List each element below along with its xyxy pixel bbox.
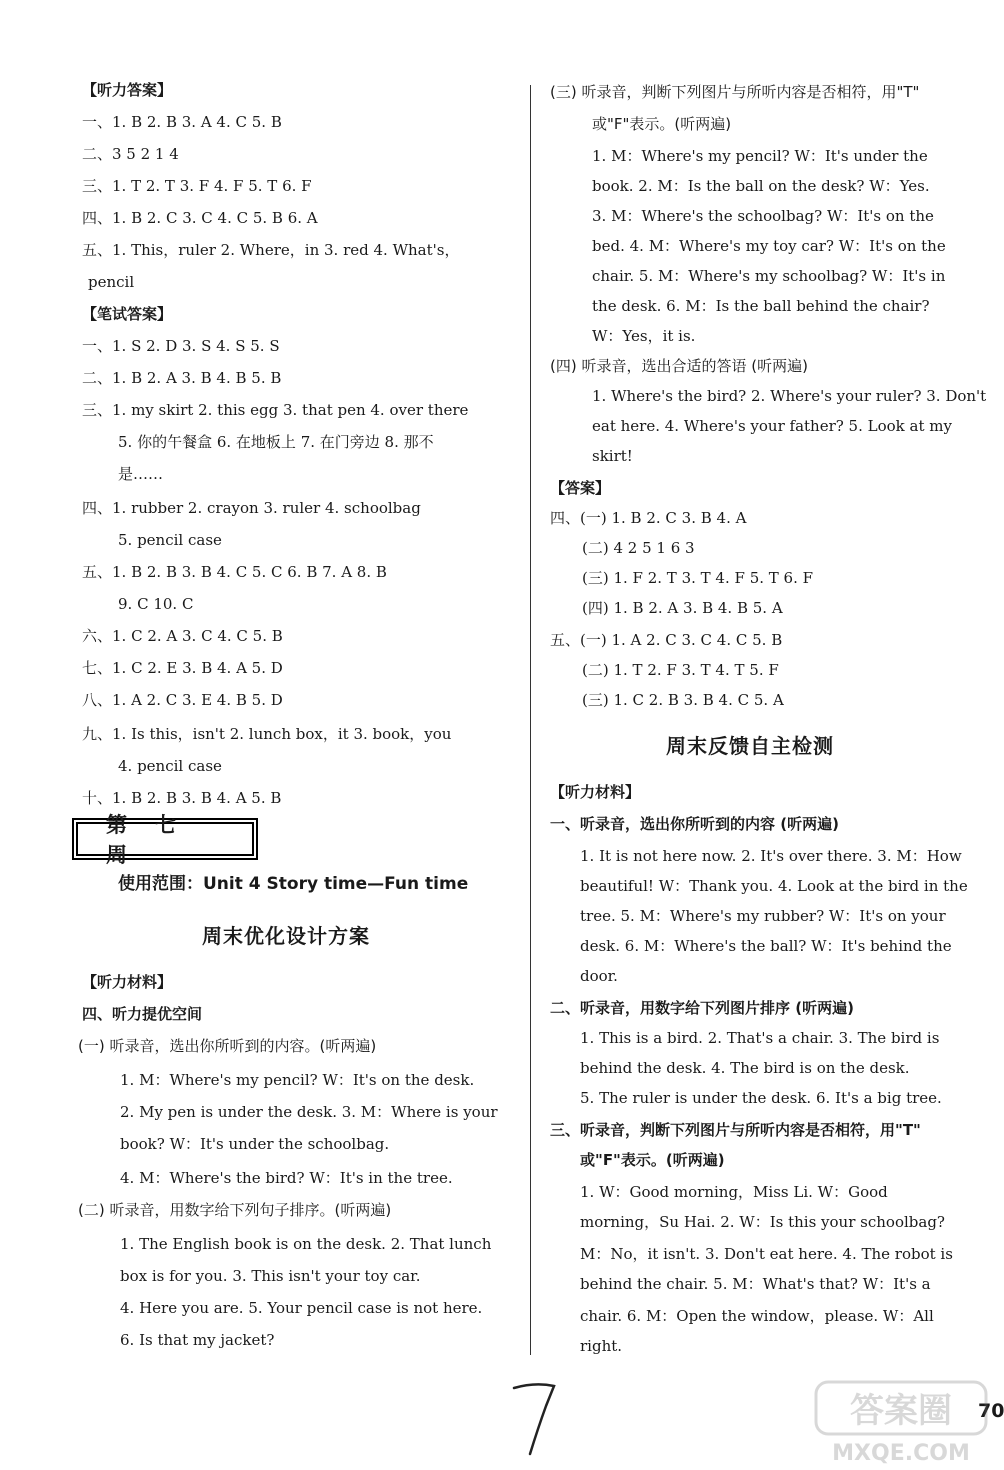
transcript-line: desk. 6. M：Where's the ball? W：It's behind the: [580, 937, 952, 955]
transcript-line: tree. 5. M：Where's my rubber? W：It's on your: [580, 907, 946, 925]
column-divider: [530, 85, 531, 1355]
answer-line: 四、1. rubber 2. crayon 3. ruler 4. schoolbag: [82, 499, 421, 517]
transcript-line: M：No，it isn't. 3. Don't eat here. 4. The robot is: [580, 1245, 953, 1263]
section-label-listening-answers: 【听力答案】: [82, 81, 173, 99]
section-label-listening-material: 【听力材料】: [550, 783, 641, 801]
answer-line: 二、3 5 2 1 4: [82, 145, 179, 163]
transcript-line: 4. Here you are. 5. Your pencil case is not here.: [120, 1299, 483, 1317]
answer-line: 一、1. S 2. D 3. S 4. S 5. S: [82, 337, 280, 355]
transcript-line: 2. My pen is under the desk. 3. M：Where is your: [120, 1103, 498, 1121]
svg-text:MXQE.COM: MXQE.COM: [832, 1441, 970, 1466]
question-instruction: (一) 听录音，选出你所听到的内容。(听两遍): [78, 1037, 377, 1055]
svg-text:答案圈: 答案圈: [850, 1391, 952, 1431]
week-badge: 第七周: [76, 822, 254, 856]
question-instruction: 一、听录音，选出你所听到的内容 (听两遍): [550, 815, 839, 833]
answer-line: 三、1. T 2. T 3. F 4. F 5. T 6. F: [82, 177, 312, 195]
answer-line: 一、1. B 2. B 3. A 4. C 5. B: [82, 113, 282, 131]
transcript-line: book? W：It's under the schoolbag.: [120, 1135, 390, 1153]
answer-line: 六、1. C 2. A 3. C 4. C 5. B: [82, 627, 283, 645]
transcript-line: 1. M：Where's my pencil? W：It's under the: [592, 147, 928, 165]
transcript-line: 3. M：Where's the schoolbag? W：It's on the: [592, 207, 934, 225]
question-instruction: 或"F"表示。(听两遍): [580, 1151, 725, 1169]
transcript-line: 1. This is a bird. 2. That's a chair. 3. The bird is: [580, 1029, 940, 1047]
transcript-line: right.: [580, 1337, 623, 1355]
question-instruction: 或"F"表示。(听两遍): [592, 115, 732, 133]
transcript-line: W：Yes，it is.: [592, 327, 696, 345]
answer-line: 三、1. my skirt 2. this egg 3. that pen 4. over there: [82, 401, 469, 419]
transcript-line: the desk. 6. M：Is the ball behind the chair?: [592, 297, 930, 315]
handwritten-seven-mark: [510, 1378, 560, 1458]
question-instruction: (二) 听录音，用数字给下列句子排序。(听两遍): [78, 1201, 392, 1219]
page-number: 70: [978, 1400, 1004, 1422]
answer-line: 是……: [118, 465, 164, 483]
answer-line: pencil: [88, 273, 135, 291]
question-instruction: (三) 听录音，判断下列图片与所听内容是否相符，用"T": [550, 83, 920, 101]
transcript-line: 1. Where's the bird? 2. Where's your ruler? 3. Don't: [592, 387, 987, 405]
answer-line: (三) 1. F 2. T 3. T 4. F 5. T 6. F: [582, 569, 814, 587]
answer-line: 9. C 10. C: [118, 595, 194, 613]
transcript-line: 6. Is that my jacket?: [120, 1331, 275, 1349]
transcript-line: chair. 5. M：Where's my schoolbag? W：It's in: [592, 267, 946, 285]
answer-line: 七、1. C 2. E 3. B 4. A 5. D: [82, 659, 283, 677]
answer-line: 5. pencil case: [118, 531, 222, 549]
answer-line: 五、(一) 1. A 2. C 3. C 4. C 5. B: [550, 631, 783, 649]
answer-line: 四、(一) 1. B 2. C 3. B 4. A: [550, 509, 747, 527]
transcript-line: 1. W：Good morning，Miss Li. W：Good: [580, 1183, 888, 1201]
transcript-line: bed. 4. M：Where's my toy car? W：It's on the: [592, 237, 946, 255]
answer-line: 五、1. B 2. B 3. B 4. C 5. C 6. B 7. A 8. B: [82, 563, 387, 581]
question-instruction: (四) 听录音，选出合适的答语 (听两遍): [550, 357, 808, 375]
answer-line: 四、1. B 2. C 3. C 4. C 5. B 6. A: [82, 209, 318, 227]
subsection-title: 四、听力提优空间: [82, 1005, 203, 1023]
usage-scope: 使用范围：Unit 4 Story time—Fun time: [118, 874, 469, 894]
answer-line: 二、1. B 2. A 3. B 4. B 5. B: [82, 369, 282, 387]
transcript-line: beautiful! W：Thank you. 4. Look at the bird in the: [580, 877, 968, 895]
section-label-written-answers: 【笔试答案】: [82, 305, 173, 323]
section-heading: 周末优化设计方案: [202, 924, 370, 948]
transcript-line: skirt!: [592, 447, 633, 465]
transcript-line: 4. M：Where's the bird? W：It's in the tree.: [120, 1169, 453, 1187]
transcript-line: 1. The English book is on the desk. 2. That lunch: [120, 1235, 492, 1253]
transcript-line: 1. It is not here now. 2. It's over there. 3. M：How: [580, 847, 962, 865]
answer-line: 八、1. A 2. C 3. E 4. B 5. D: [82, 691, 283, 709]
answer-line: (二) 4 2 5 1 6 3: [582, 539, 695, 557]
answer-line: (三) 1. C 2. B 3. B 4. C 5. A: [582, 691, 784, 709]
answer-line: 4. pencil case: [118, 757, 222, 775]
question-instruction: 三、听录音，判断下列图片与所听内容是否相符，用"T": [550, 1121, 921, 1139]
question-instruction: 二、听录音，用数字给下列图片排序 (听两遍): [550, 999, 854, 1017]
answer-line: 5. 你的午餐盒 6. 在地板上 7. 在门旁边 8. 那不: [118, 433, 434, 451]
answer-line: 十、1. B 2. B 3. B 4. A 5. B: [82, 789, 282, 807]
transcript-line: chair. 6. M：Open the window，please. W：All: [580, 1307, 934, 1325]
section-label-listening-material: 【听力材料】: [82, 973, 173, 991]
transcript-line: door.: [580, 967, 618, 985]
transcript-line: book. 2. M：Is the ball on the desk? W：Yes.: [592, 177, 930, 195]
transcript-line: eat here. 4. Where's your father? 5. Look at my: [592, 417, 952, 435]
transcript-line: behind the chair. 5. M：What's that? W：It's a: [580, 1275, 931, 1293]
transcript-line: 5. The ruler is under the desk. 6. It's a big tree.: [580, 1089, 942, 1107]
section-label-answers: 【答案】: [550, 479, 611, 497]
answer-line: 九、1. Is this，isn't 2. lunch box，it 3. book，you: [82, 725, 452, 743]
transcript-line: morning，Su Hai. 2. W：Is this your schoolbag?: [580, 1213, 945, 1231]
answer-line: (二) 1. T 2. F 3. T 4. T 5. F: [582, 661, 779, 679]
transcript-line: box is for you. 3. This isn't your toy car.: [120, 1267, 421, 1285]
answer-line: 五、1. This，ruler 2. Where，in 3. red 4. What's，: [82, 241, 460, 259]
transcript-line: 1. M：Where's my pencil? W：It's on the desk.: [120, 1071, 475, 1089]
watermark-logo: [810, 1378, 995, 1466]
transcript-line: behind the desk. 4. The bird is on the desk.: [580, 1059, 910, 1077]
answer-line: (四) 1. B 2. A 3. B 4. B 5. A: [582, 599, 783, 617]
section-heading: 周末反馈自主检测: [666, 734, 834, 758]
